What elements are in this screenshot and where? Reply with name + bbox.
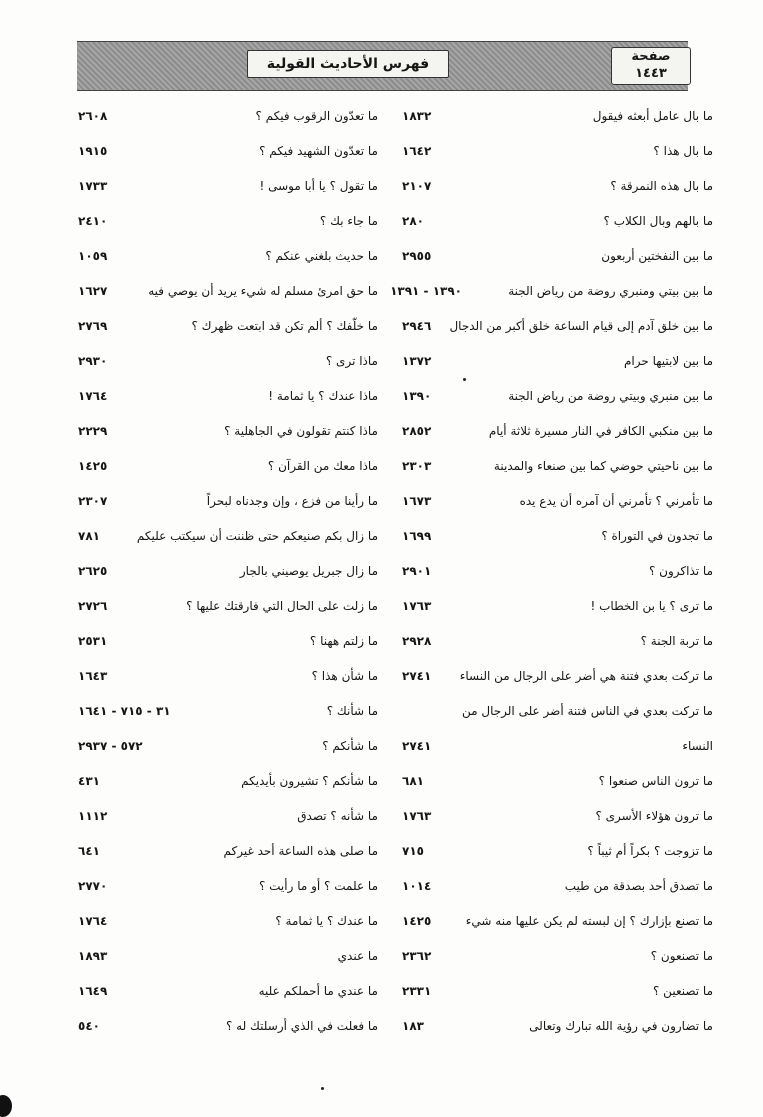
hadith-index-list <box>0 100 763 1045</box>
index-row <box>0 310 763 345</box>
left-entry-number: ١٦٤٣ <box>78 669 108 683</box>
left-entry-number: ٢٧٦٩ <box>78 319 108 333</box>
left-entry-number: ٢٦٠٨ <box>78 109 108 123</box>
index-row <box>0 205 763 240</box>
index-row <box>0 590 763 625</box>
left-entry-text: ما عندك ؟ يا ثمامة ؟ <box>275 914 378 928</box>
left-entry-text: ما شأنكم ؟ تشيرون بأيديكم <box>241 774 378 788</box>
right-entry-text: ما ترون الناس صنعوا ؟ <box>598 774 713 788</box>
left-entry-number: ٢٢٢٩ <box>78 424 108 438</box>
right-entry-number: ١٧٦٣ <box>402 809 432 823</box>
scan-speck <box>463 378 466 381</box>
right-entry-number: ١٦٩٩ <box>402 529 432 543</box>
index-row <box>0 800 763 835</box>
right-entry-text: ما بال عامل أبعثه فيقول <box>592 109 713 123</box>
right-entry-text: ما تصدق أحد بصدقة من طيب <box>564 879 713 893</box>
right-entry-number: ٧١٥ <box>402 844 424 858</box>
right-entry-number: ٢٧٤١ <box>402 739 432 753</box>
index-row <box>0 135 763 170</box>
right-entry-number: ٢٩٢٨ <box>402 634 432 648</box>
right-entry-text: ما تذاكرون ؟ <box>649 564 713 578</box>
left-entry-number: ١٦٤٩ <box>78 984 108 998</box>
left-entry-text: ما جاء بك ؟ <box>319 214 378 228</box>
right-entry-text: ما تصنعين ؟ <box>653 984 713 998</box>
left-entry-text: ما عندي <box>337 949 378 963</box>
index-row <box>0 345 763 380</box>
left-entry-text: ما شأنكم ؟ <box>322 739 378 753</box>
index-row <box>0 170 763 205</box>
right-entry-text: ما ترى ؟ يا بن الخطاب ! <box>590 599 713 613</box>
right-entry-number: ٢٣٠٣ <box>402 459 432 473</box>
page-number: ١٤٤٣ <box>635 66 667 81</box>
left-entry-number: ١٦٢٧ <box>78 284 108 298</box>
right-entry-text: ما تأمرني ؟ تأمرني أن آمره أن يدع يده <box>519 494 713 508</box>
right-entry-number: ٦٨١ <box>402 774 424 788</box>
right-entry-number: ١٦٤٢ <box>402 144 432 158</box>
right-entry-text: ما تجدون في التوراة ؟ <box>601 529 713 543</box>
right-entry-number: ١٨٣٢ <box>402 109 432 123</box>
index-row <box>0 240 763 275</box>
right-entry-number: ١٧٦٣ <box>402 599 432 613</box>
right-entry-text: ما تزوجت ؟ بكراً أم ثيباً ؟ <box>587 844 713 858</box>
left-entry-number: ١٧٦٤ <box>78 914 108 928</box>
left-entry-text: ما حق امرئ مسلم له شيء يريد أن يوصي فيه <box>148 284 378 298</box>
right-entry-text: النساء <box>682 739 713 753</box>
right-entry-text: ما بال هذه النمرقة ؟ <box>610 179 713 193</box>
right-entry-number: ٢١٠٧ <box>402 179 432 193</box>
left-entry-number: ٢٤١٠ <box>78 214 108 228</box>
left-entry-number: ٦٤١ <box>78 844 100 858</box>
index-row <box>0 485 763 520</box>
right-entry-text: ما بال هذا ؟ <box>653 144 713 158</box>
index-row <box>0 835 763 870</box>
index-row <box>0 520 763 555</box>
left-entry-number: ٢٦٢٥ <box>78 564 108 578</box>
index-row <box>0 695 763 730</box>
left-entry-text: ما عندي ما أحملكم عليه <box>258 984 378 998</box>
index-row <box>0 380 763 415</box>
left-entry-number: ٣١ - ٧١٥ - ١٦٤١ <box>78 704 171 718</box>
right-entry-number: ١٠١٤ <box>402 879 432 893</box>
left-entry-number: ٢٣٠٧ <box>78 494 108 508</box>
left-entry-number: ٢٥٣١ <box>78 634 108 648</box>
right-entry-text: ما بين لابتيها حرام <box>623 354 713 368</box>
left-entry-text: ما صلى هذه الساعة أحد غيركم <box>223 844 378 858</box>
left-entry-text: ما رأينا من فزع ، وإن وجدناه لبحراً <box>206 494 378 508</box>
right-entry-text: ما بين بيتي ومنبري روضة من رياض الجنة <box>508 284 713 298</box>
left-entry-text: ما زال بكم صنيعكم حتى ظننت أن سيكتب عليكم <box>136 529 378 543</box>
index-row <box>0 555 763 590</box>
left-entry-text: ما حديث بلغني عنكم ؟ <box>265 249 378 263</box>
left-entry-number: ٥٤٠ <box>78 1019 100 1033</box>
left-entry-number: ١٨٩٣ <box>78 949 108 963</box>
right-entry-text: ما بين منبري وبيتي روضة من رياض الجنة <box>508 389 713 403</box>
scan-corner-mark <box>0 1095 12 1117</box>
right-entry-text: ما بين منكبي الكافر في النار مسيرة ثلاثة أيام <box>488 424 713 438</box>
left-entry-text: ما علمت ؟ أو ما رأيت ؟ <box>258 879 378 893</box>
left-entry-number: ١٠٥٩ <box>78 249 108 263</box>
left-entry-text: ما تعدّون الرقوب فيكم ؟ <box>255 109 378 123</box>
right-entry-number: ١٣٩٠ - ١٣٩١ <box>390 284 462 298</box>
left-entry-number: ٤٣١ <box>78 774 100 788</box>
left-entry-text: ما فعلت في الذي أرسلتك له ؟ <box>225 1019 378 1033</box>
right-entry-number: ٢٩٠١ <box>402 564 432 578</box>
right-entry-text: ما بين خلق آدم إلى قيام الساعة خلق أكبر من الدجال <box>449 319 713 333</box>
left-entry-number: ٧٨١ <box>78 529 100 543</box>
right-entry-number: ٢٣٦٢ <box>402 949 432 963</box>
right-entry-text: ما تركت بعدي فتنة هي أضر على الرجال من النساء <box>459 669 713 683</box>
page-title: فهرس الأحاديث القولية <box>247 50 449 78</box>
index-row <box>0 940 763 975</box>
left-entry-number: ٢٩٣٠ <box>78 354 108 368</box>
right-entry-number: ٢٣٣١ <box>402 984 432 998</box>
left-entry-text: ما خلّفك ؟ ألم تكن قد ابتعت ظهرك ؟ <box>191 319 378 333</box>
right-entry-text: ما تربة الجنة ؟ <box>640 634 713 648</box>
left-entry-number: ٢٧٧٠ <box>78 879 108 893</box>
left-entry-text: ما شأنك ؟ <box>326 704 378 718</box>
page-label: صفحة <box>631 49 671 64</box>
right-entry-text: ما بالهم وبال الكلاب ؟ <box>603 214 713 228</box>
index-row <box>0 905 763 940</box>
left-entry-text: ماذا كنتم تقولون في الجاهلية ؟ <box>224 424 378 438</box>
left-entry-text: ما تقول ؟ يا أبا موسى ! <box>259 179 378 193</box>
right-entry-text: ما بين النفختين أربعون <box>601 249 713 263</box>
right-entry-text: ما تصنع بإزارك ؟ إن لبسته لم يكن عليها منه شيء <box>465 914 713 928</box>
right-entry-number: ١٣٧٢ <box>402 354 432 368</box>
index-row <box>0 975 763 1010</box>
index-row <box>0 1010 763 1045</box>
left-entry-text: ما زلتم ههنا ؟ <box>309 634 378 648</box>
left-entry-text: ما زلت على الحال التي فارقتك عليها ؟ <box>186 599 378 613</box>
right-entry-number: ٢٩٥٥ <box>402 249 432 263</box>
left-entry-number: ١٧٦٤ <box>78 389 108 403</box>
right-entry-number: ٢٨٠ <box>402 214 424 228</box>
scan-speck <box>321 1087 324 1090</box>
left-entry-number: ١١١٢ <box>78 809 108 823</box>
index-row <box>0 660 763 695</box>
left-entry-text: ما شأن هذا ؟ <box>311 669 378 683</box>
index-row <box>0 450 763 485</box>
right-entry-number: ٢٧٤١ <box>402 669 432 683</box>
index-row <box>0 625 763 660</box>
index-row <box>0 275 763 310</box>
right-entry-number: ٢٩٤٦ <box>402 319 432 333</box>
right-entry-number: ٢٨٥٢ <box>402 424 432 438</box>
right-entry-text: ما ترون هؤلاء الأسرى ؟ <box>595 809 713 823</box>
right-entry-text: ما تركت بعدي في الناس فتنة أضر على الرجال من <box>461 704 713 718</box>
index-row <box>0 765 763 800</box>
right-entry-text: ما بين ناحيتي حوضي كما بين صنعاء والمدينة <box>493 459 713 473</box>
right-entry-number: ١٤٢٥ <box>402 914 432 928</box>
right-entry-text: ما تصنعون ؟ <box>650 949 713 963</box>
page-number-box <box>611 47 691 85</box>
left-entry-text: ما شأنه ؟ تصدق <box>297 809 378 823</box>
right-entry-number: ١٣٩٠ <box>402 389 432 403</box>
left-entry-number: ١٧٣٣ <box>78 179 108 193</box>
right-entry-number: ١٨٣ <box>402 1019 424 1033</box>
left-entry-text: ماذا ترى ؟ <box>325 354 378 368</box>
index-row <box>0 100 763 135</box>
right-entry-text: ما تضارون في رؤية الله تبارك وتعالى <box>529 1019 713 1033</box>
right-entry-number: ١٦٧٣ <box>402 494 432 508</box>
index-row <box>0 415 763 450</box>
left-entry-text: ما تعدّون الشهيد فيكم ؟ <box>259 144 378 158</box>
left-entry-text: ما زال جبريل يوصيني بالجار <box>239 564 378 578</box>
left-entry-text: ماذا معك من القرآن ؟ <box>267 459 378 473</box>
left-entry-number: ٢٧٢٦ <box>78 599 108 613</box>
left-entry-number: ١٤٢٥ <box>78 459 108 473</box>
left-entry-text: ماذا عندك ؟ يا ثمامة ! <box>268 389 378 403</box>
index-row <box>0 870 763 905</box>
left-entry-number: ١٩١٥ <box>78 144 108 158</box>
left-entry-number: ٥٧٢ - ٢٩٣٧ <box>78 739 143 753</box>
index-row <box>0 730 763 765</box>
